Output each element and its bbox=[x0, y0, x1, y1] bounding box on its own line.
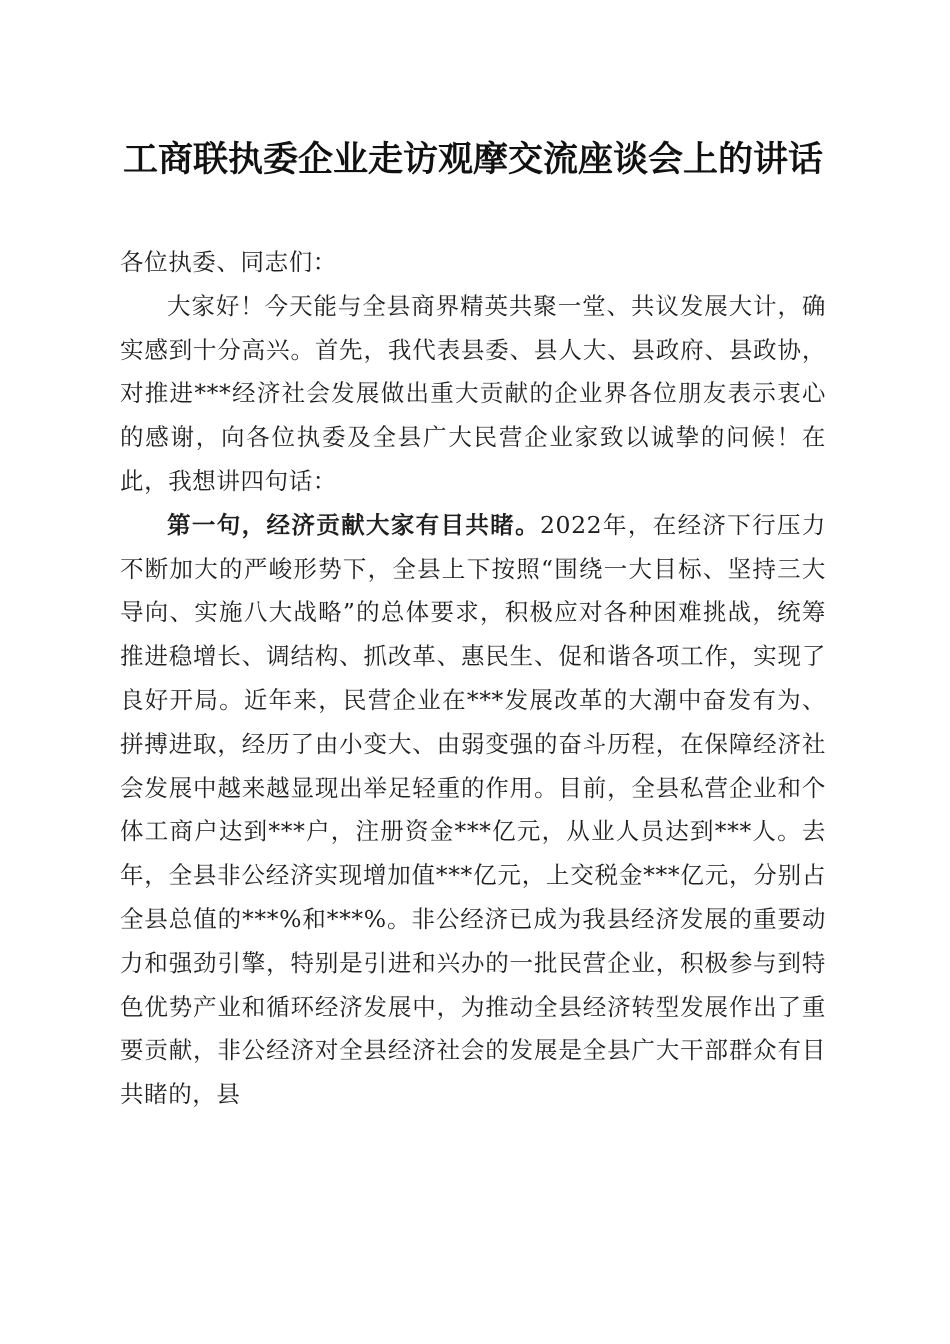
paragraph-lead-heading: 第一句，经济贡献大家有目共睹。 bbox=[167, 510, 540, 539]
document-body bbox=[120, 241, 826, 1117]
paragraph-greeting bbox=[120, 285, 826, 504]
document-page bbox=[120, 130, 826, 1117]
salutation: 各位执委、同志们： bbox=[120, 248, 337, 276]
document-title: 工商联执委企业走访观摩交流座谈会上的讲话 bbox=[122, 139, 823, 180]
paragraph-text: 大家好！今天能与全县商界精英共聚一堂、共议发展大计，确实感到十分高兴。首先，我代表县委、县人大、县政府、县政协，对推进***经济社会发展做出重大贡献的企业界各位朋友表示衷心的感谢，向各位执委及全县广大民营企业家致以诚挚的问候！在此，我想讲四句话： bbox=[120, 291, 826, 495]
paragraph-first-point bbox=[120, 504, 826, 1117]
paragraph-text: 2022年，在经济下行压力不断加大的严峻形势下，全县上下按照“围绕一大目标、坚持三大导向、实施八大战略”的总体要求，积极应对各种困难挑战，统筹推进稳增长、调结构、抓改革、惠民生、促和谐各项工作，实现了良好开局。近年来，民营企业在***发展改革的大潮中奋发有为、拼搏进取，经历了由小变大、由弱变强的奋斗历程，在保障经济社会发展中越来越显现出举足轻重的作用。目前，全县私营企业和个体工商户达到***户，注册资金***亿元，从业人员达到***人。去年，全县非公经济实现增加值***亿元，上交税金***亿元，分别占全县总值的***%和***%。非公经济已成为我县经济发展的重要动力和强劲引擎，特别是引进和兴办的一批民营企业，积极参与到特色优势产业和循环经济发展中，为推动全县经济转型发展作出了重要贡献，非公经济对全县经济社会的发展是全县广大干部群众有目共睹的，县 bbox=[120, 510, 827, 1109]
